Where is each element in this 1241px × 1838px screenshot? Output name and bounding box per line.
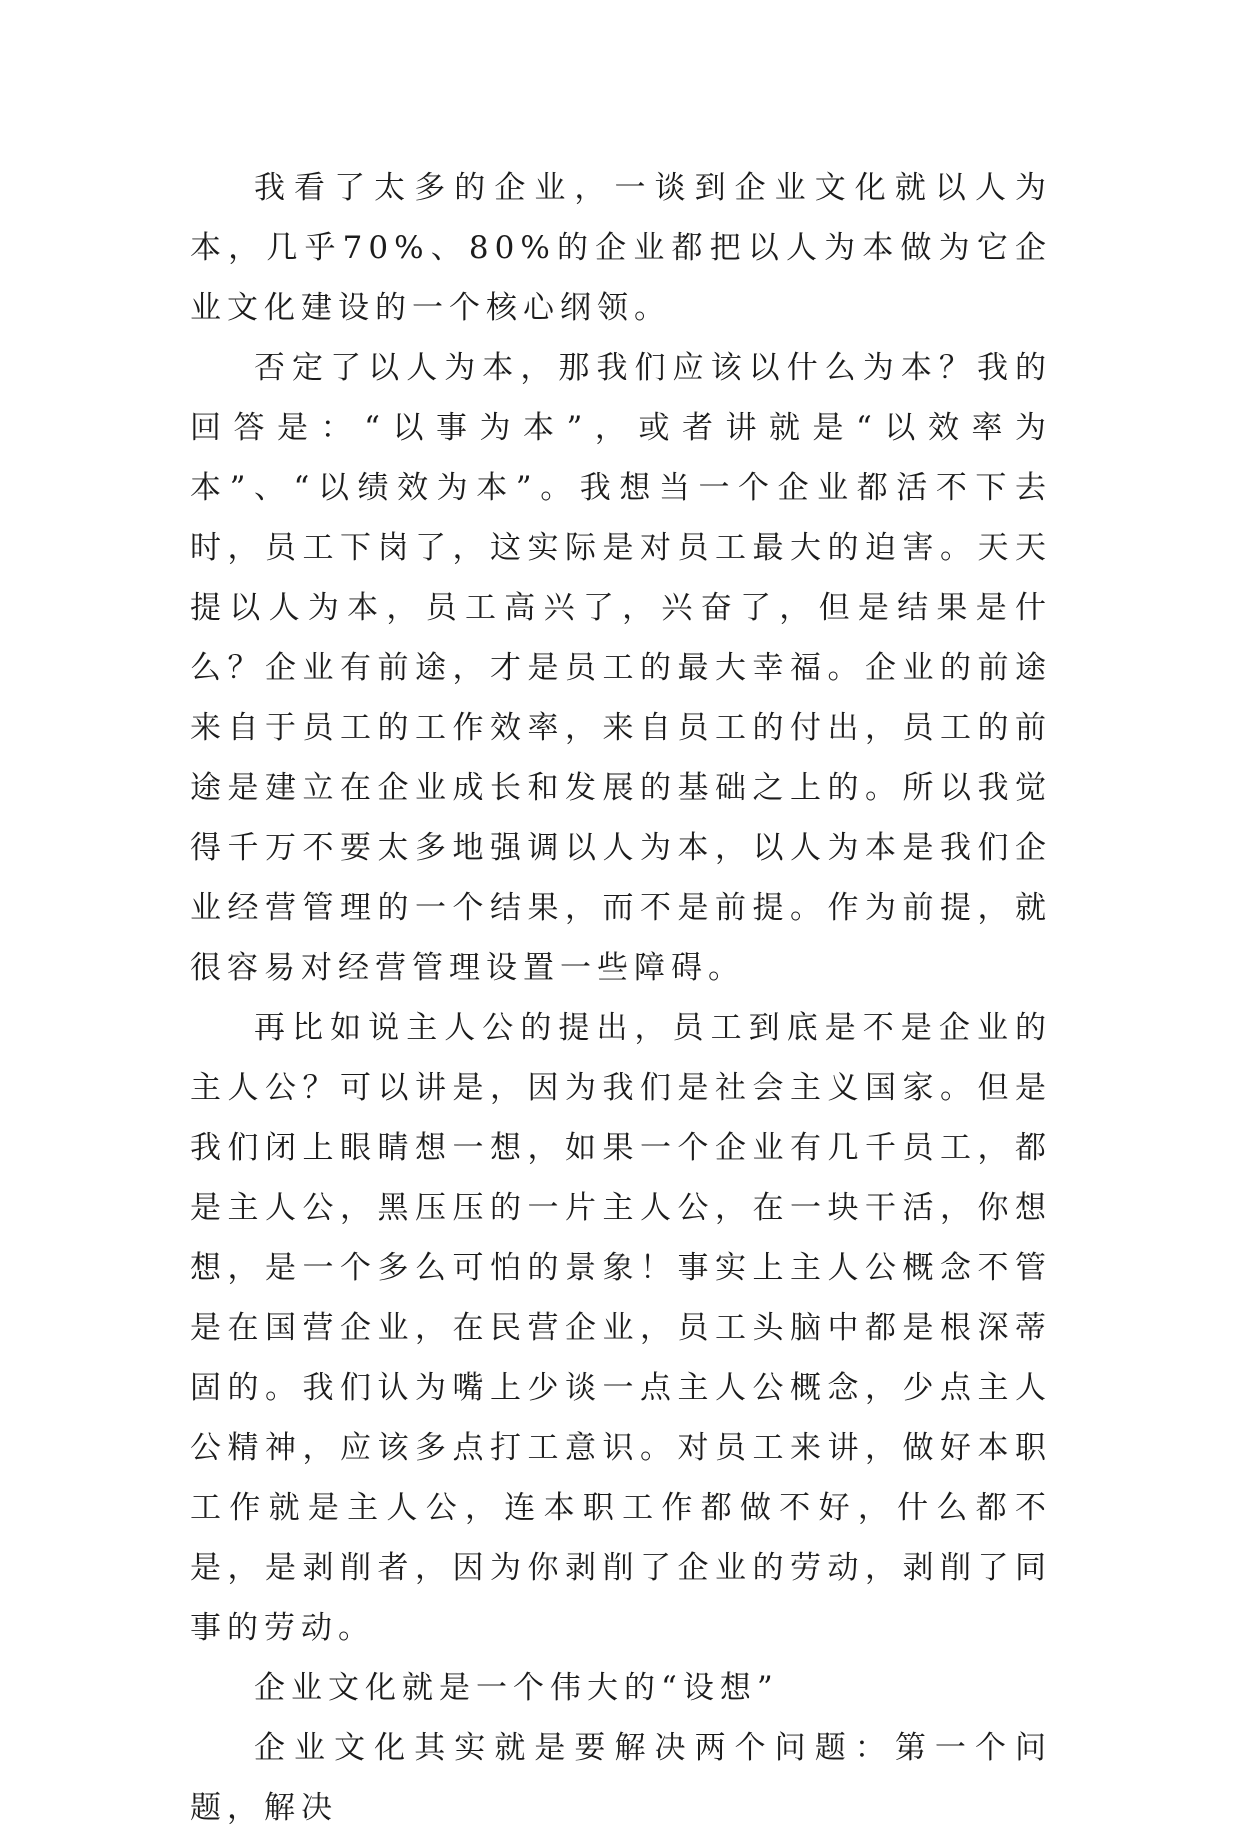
document-body [190, 158, 1052, 1838]
paragraph-4: 企业文化其实就是要解决两个问题：第一个问题，解决 [190, 1730, 1052, 1826]
paragraph-1: 我看了太多的企业，一谈到企业文化就以人为本，几乎70%、80%的企业都把以人为本做为它企业文化建设的一个核心纲领。 [190, 170, 1052, 326]
paragraph-2: 否定了以人为本，那我们应该以什么为本？我的回答是：“以事为本”，或者讲就是“以效率为本”、“以绩效为本”。我想当一个企业都活不下去时，员工下岗了，这实际是对员工最大的迫害。天天提以人为本，员工高兴了，兴奋了，但是结果是什么？企业有前途，才是员工的最大幸福。企业的前途来自于员工的工作效率，来自员工的付出，员工的前途是建立在企业成长和发展的基础之上的。所以我觉得千万不要太多地强调以人为本，以人为本是我们企业经营管理的一个结果，而不是前提。作为前提，就很容易对经营管理设置一些障碍。 [190, 350, 1052, 986]
paragraph-3: 再比如说主人公的提出，员工到底是不是企业的主人公？可以讲是，因为我们是社会主义国家。但是我们闭上眼睛想一想，如果一个企业有几千员工，都是主人公，黑压压的一片主人公，在一块干活，你想想，是一个多么可怕的景象！事实上主人公概念不管是在国营企业，在民营企业，员工头脑中都是根深蒂固的。我们认为嘴上少谈一点主人公概念，少点主人公精神，应该多点打工意识。对员工来讲，做好本职工作就是主人公，连本职工作都做不好，什么都不是，是剥削者，因为你剥削了企业的劳动，剥削了同事的劳动。 [190, 1010, 1052, 1646]
section-heading: 企业文化就是一个伟大的“设想” [254, 1670, 779, 1706]
